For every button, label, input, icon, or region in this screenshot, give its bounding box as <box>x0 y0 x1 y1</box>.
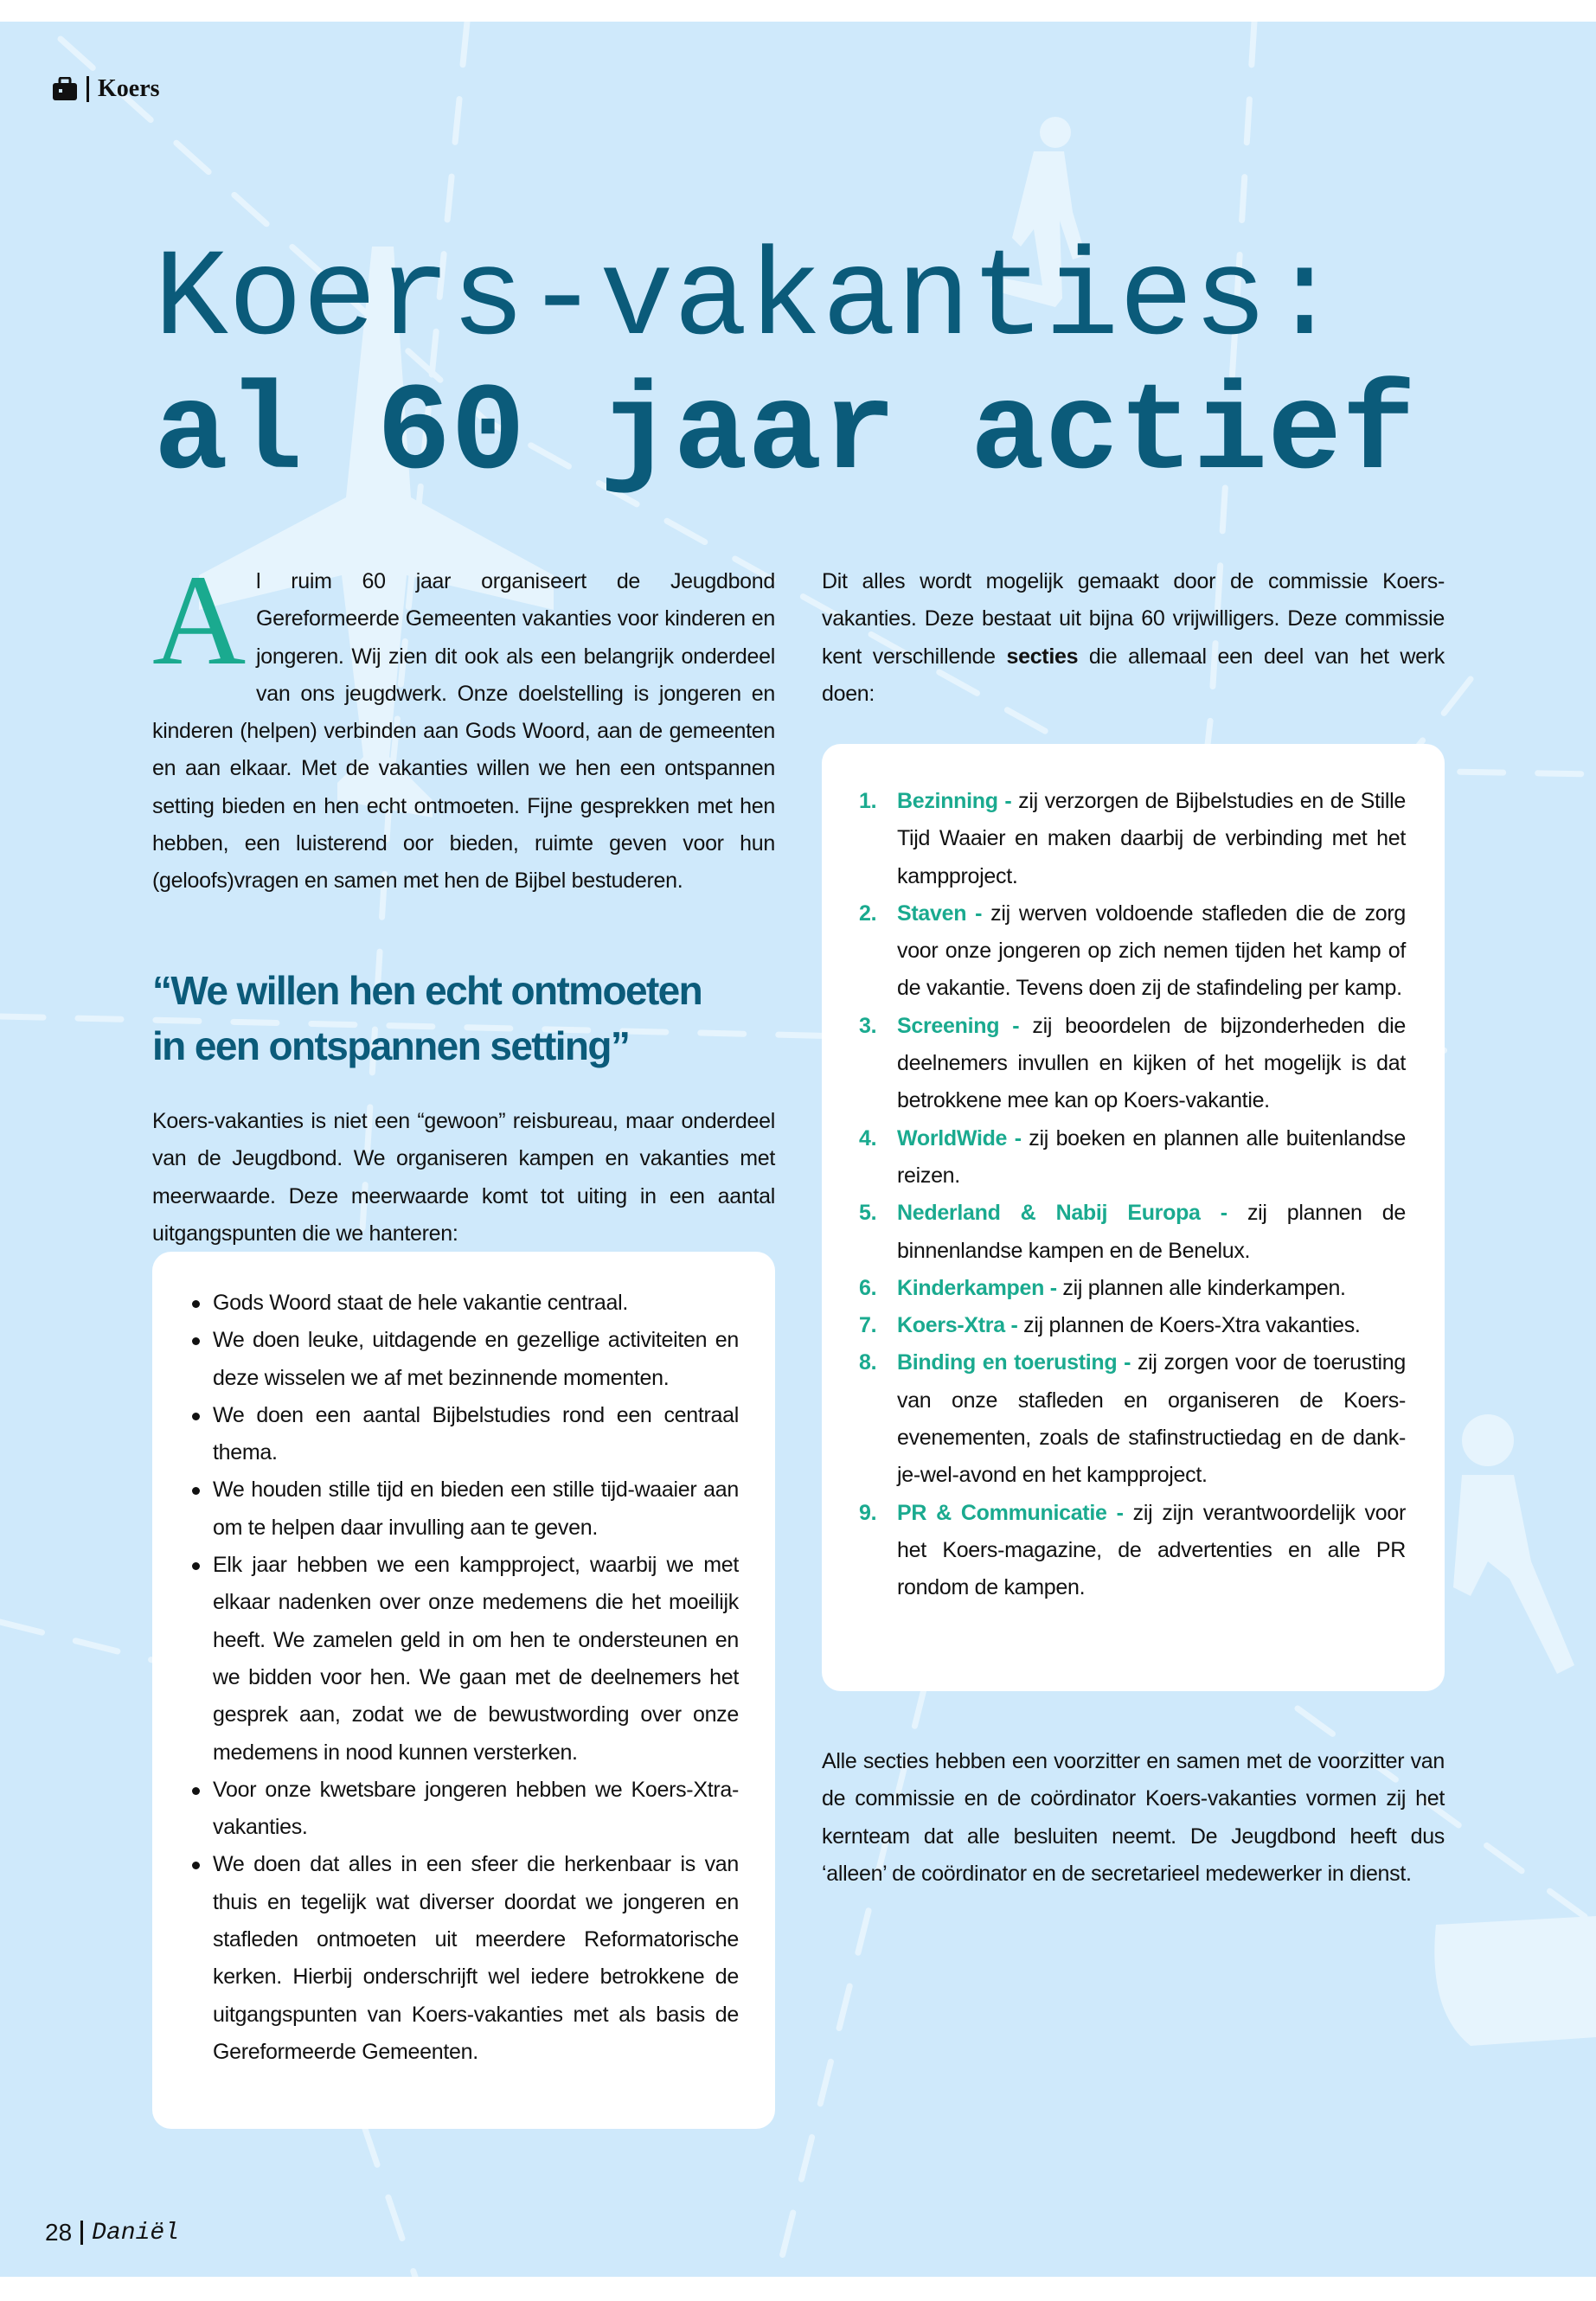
commission-intro-text: Dit alles wordt mogelijk gemaakt door de commissie Koers-vakanties. Deze bestaat uit bijna 60 vrijwilligers. Deze commissie kent verschillende <box>822 569 1445 669</box>
principles-card <box>152 1252 775 2129</box>
title-line-1: Koers-vakanties: <box>154 230 1343 370</box>
section-description: zij zorgen voor de toerusting van onze stafleden en organiseren de Koers-evenementen, zoals de stafinstructiedag en de dank-je-wel-avond en het kampproject. <box>897 1350 1406 1488</box>
section-description: zij plannen de binnenlandse kampen en de Benelux. <box>897 1201 1407 1263</box>
section-item <box>859 895 1406 1008</box>
drop-cap: A <box>152 548 247 692</box>
section-item <box>859 1344 1406 1494</box>
divider <box>87 76 89 102</box>
section-item <box>859 1195 1407 1270</box>
section-label: WorldWide - <box>897 1125 1022 1150</box>
quote-line-1: “We willen hen echt ontmoeten <box>152 968 702 1013</box>
commission-intro-bold: secties <box>1006 644 1079 669</box>
section-tag <box>52 75 160 103</box>
section-number: 6. <box>859 1275 877 1300</box>
section-number: 8. <box>859 1350 877 1375</box>
principle-item: We doen een aantal Bijbelstudies rond een centraal thema. <box>213 1397 739 1472</box>
section-name: Koers <box>98 75 160 102</box>
section-label: Nederland & Nabij Europa - <box>897 1201 1227 1226</box>
sections-card <box>822 744 1445 1691</box>
principle-item: Gods Woord staat de hele vakantie centraal. <box>213 1285 739 1322</box>
section-label: Screening - <box>897 1013 1020 1038</box>
section-number: 5. <box>859 1201 877 1226</box>
section-item <box>859 783 1407 895</box>
principle-item: We doen leuke, uitdagende en gezellige activiteiten en deze wisselen we af met bezinnende momenten. <box>213 1322 739 1397</box>
principles-list <box>152 1285 739 2071</box>
pull-quote <box>152 963 775 1074</box>
section-item <box>859 1008 1406 1120</box>
section-description: zij zijn verantwoordelijk voor het Koers-magazine, de advertenties en alle PR rondom de kampen. <box>897 1500 1406 1600</box>
section-number: 3. <box>859 1013 877 1038</box>
magazine-page <box>0 22 1596 2277</box>
intro-paragraph <box>152 548 775 901</box>
principle-item: We doen dat alles in een sfeer die herkenbaar is van thuis en tegelijk wat diverser doordat we jongeren en stafleden ontmoeten uit meerdere Reformatorische kerken. Hierbij onderschrijft wel iedere betrokkene de uitgangspunten van Koers-vakanties met als basis de Gereformeerde Gemeenten. <box>213 1846 739 2071</box>
section-description: zij plannen alle kinderkampen. <box>1056 1275 1346 1300</box>
section-label: Staven - <box>897 901 983 926</box>
section-description: zij werven voldoende stafleden die de zorg voor onze jongeren op zich nemen tijden het kamp of de vakantie. Tevens doen zij de stafindeling per kamp. <box>897 901 1406 1001</box>
section-label: Binding en toerusting - <box>897 1350 1131 1375</box>
commission-intro <box>822 563 1445 713</box>
section-item <box>859 1120 1406 1195</box>
section-label: PR & Communicatie - <box>897 1500 1124 1525</box>
page-footer <box>45 2219 179 2247</box>
suitcase-icon <box>52 77 78 101</box>
section-number: 1. <box>859 789 877 813</box>
section-item <box>859 1495 1406 1607</box>
section-item <box>859 1270 1406 1307</box>
principle-item: We houden stille tijd en bieden een stille tijd-waaier aan om te helpen daar invulling aan te geven. <box>213 1471 739 1547</box>
divider <box>80 2221 83 2245</box>
section-item <box>859 1307 1406 1344</box>
title-line-2: al 60 jaar actief <box>154 364 1416 504</box>
intro-text: l ruim 60 jaar organiseert de Jeugdbond Gereformeerde Gemeenten vakanties voor kinderen en jongeren. Wij zien dit ook als een belangrijk onderdeel van ons jeugdwerk. Onze doelstelling is jongeren en kinderen (helpen) verbinden aan Gods Woord, aan de gemeenten en aan elkaar. Met de vakanties willen we hen een ontspannen setting bieden en hen echt ontmoeten. Fijne gesprekken met hen hebben, een luisterend oor bieden, ruimte geven voor hun (geloofs)vragen en samen met hen de Bijbel bestuderen. <box>152 569 775 894</box>
principle-item: Elk jaar hebben we een kampproject, waarbij we met elkaar nadenken over onze medemens die het moeilijk heeft. We zamelen geld in om hen te ondersteunen en we bidden voor hen. We gaan met de deelnemers het gesprek aan, zodat we de bewustwording over onze medemens in nood kunnen versterken. <box>213 1547 739 1772</box>
car-icon <box>1434 1916 1596 2046</box>
section-number: 7. <box>859 1313 877 1338</box>
paragraph-2: Koers-vakanties is niet een “gewoon” reisbureau, maar onderdeel van de Jeugdbond. We organiseren kampen en vakanties met meerwaarde. Deze meerwaarde komt tot uiting in een aantal uitgangspunten die we hanteren: <box>152 1109 775 1246</box>
section-description: zij verzorgen de Bijbelstudies en de Stille Tijd Waaier en maken daarbij de verbinding met het kampproject. <box>897 789 1407 888</box>
section-number: 9. <box>859 1500 877 1525</box>
principle-item: Voor onze kwetsbare jongeren hebben we Koers-Xtra-vakanties. <box>213 1772 739 1847</box>
magazine-name: Daniël <box>92 2219 179 2247</box>
section-description: zij beoordelen de bijzonderheden die deelnemers invullen en kijken of het mogelijk is dat betrokkene mee kan op Koers-vakantie. <box>897 1013 1406 1113</box>
sections-list <box>822 783 1406 1607</box>
section-description: zij plannen de Koers-Xtra vakanties. <box>1017 1313 1361 1338</box>
section-label: Koers-Xtra - <box>897 1313 1018 1338</box>
section-number: 2. <box>859 901 877 926</box>
closing-paragraph: Alle secties hebben een voorzitter en samen met de voorzitter van de commissie en de coördinator Koers-vakanties vormen zij het kernteam dat alle besluiten neemt. De Jeugdbond heeft dus ‘alleen’ de coördinator en de secretarieel medewerker in dienst. <box>822 1749 1445 1886</box>
section-number: 4. <box>859 1125 877 1150</box>
section-description: zij boeken en plannen alle buitenlandse reizen. <box>897 1125 1406 1188</box>
commission-intro-text-end: die allemaal een deel van het werk doen: <box>822 644 1445 706</box>
quote-line-2: in een ontspannen setting” <box>152 1023 630 1068</box>
page-title <box>154 230 1416 504</box>
section-label: Kinderkampen - <box>897 1275 1057 1300</box>
page-number: 28 <box>45 2219 73 2246</box>
section-label: Bezinning - <box>897 789 1012 813</box>
